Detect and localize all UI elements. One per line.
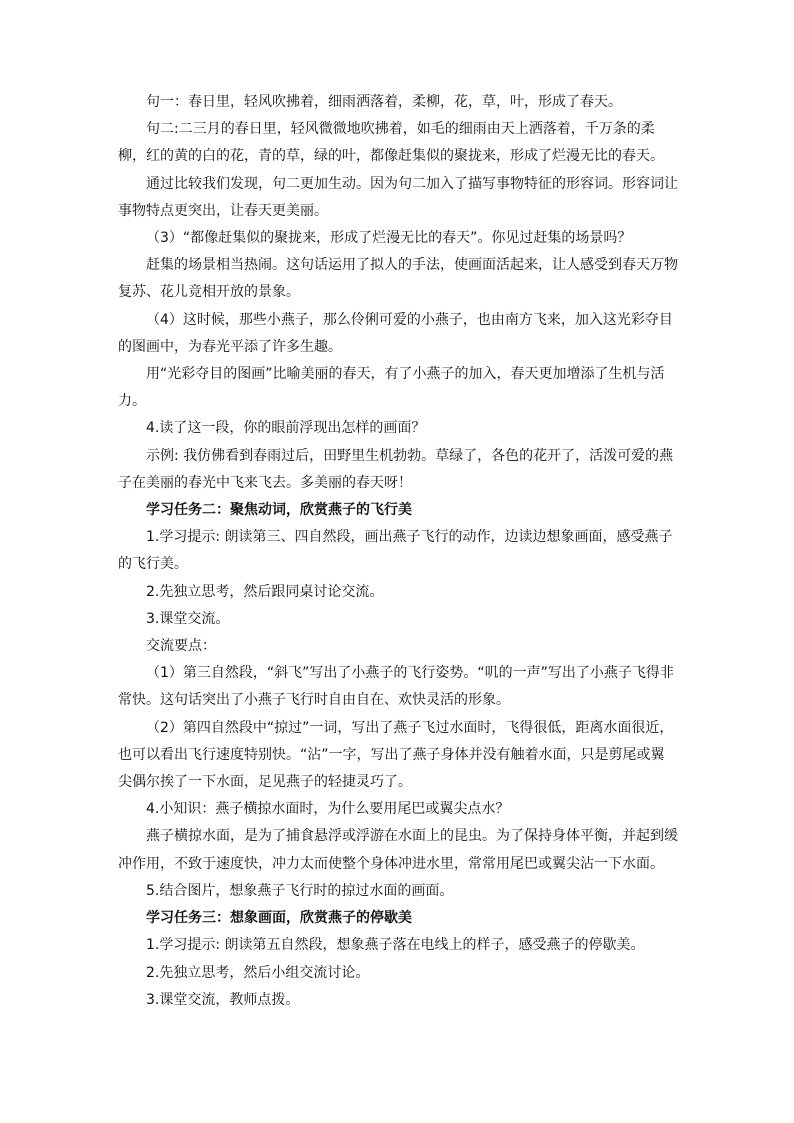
paragraph: 4.小知识：燕子横掠水面时，为什么要用尾巴或翼尖点水？ [146,801,510,818]
paragraph: 示例: 我仿佛看到春雨过后，田野里生机勃勃。草绿了，各色的花开了，活泼可爱的燕子在美丽的春光中飞来飞去。多美丽的春天呀！ [118,447,674,491]
paragraph: （1）第三自然段，“斜飞”写出了小燕子的飞行姿势。“叽的一声”写出了小燕子飞得非常快。这句话突出了小燕子飞行时自由自在、欢快灵活的形象。 [118,665,674,709]
paragraph: （3）“都像赶集似的聚拢来，形成了烂漫无比的春天”。你见过赶集的场景吗？ [146,230,632,247]
paragraph: （4）这时候，那些小燕子，那么伶俐可爱的小燕子，也由南方飞来，加入这光彩夺目的图画中，为春光平添了许多生趣。 [118,311,673,355]
paragraph: （2）第四自然段中“掠过”一词，写出了燕子飞过水面时，飞得很低，距离水面很近，也可以看出飞行速度特别快。“沾”一字，写出了燕子身体并没有触着水面，只是剪尾或翼尖偶尔挨了一下水面，足见燕子的轻捷灵巧了。 [118,719,674,791]
paragraph: 2.先独立思考，然后跟同桌讨论交流。 [146,583,384,600]
paragraph: 1.学习提示: 朗读第三、四自然段，画出燕子飞行的动作，边读边想象画面，感受燕子的飞行美。 [118,529,673,573]
paragraph: 2.先独立思考，然后小组交流讨论。 [146,964,370,981]
paragraph: 交流要点： [146,638,216,655]
paragraph: 燕子横掠水面，是为了捕食悬浮或浮游在水面上的昆虫。为了保持身体平衡，并起到缓冲作用，不致于速度快，冲力太而使整个身体冲进水里，常常用尾巴或翼尖沾一下水面。 [118,828,678,872]
paragraph: 句二:二三月的春日里，轻风微微地吹拂着，如毛的细雨由天上洒落着，千万条的柔柳，红的黄的白的花，青的草，绿的叶，都像赶集似的聚拢来，形成了烂漫无比的春天。 [118,121,664,165]
paragraph: 通过比较我们发现，句二更加生动。因为句二加入了描写事物特征的形容词。形容词让事物特点更突出，让春天更美丽。 [118,175,678,219]
section-heading: 学习任务三：想象画面，欣赏燕子的停歇美 [146,910,412,927]
paragraph: 用“光彩夺目的图画”比喻美丽的春天，有了小燕子的加入，春天更加增添了生机与活力。 [118,366,665,410]
paragraph: 句一：春日里，轻风吹拂着，细雨洒落着，柔柳，花，草，叶，形成了春天。 [146,94,622,110]
paragraph: 5.结合图片，想象燕子飞行时的掠过水面的画面。 [146,882,454,899]
paragraph: 赶集的场景相当热闹。这句话运用了拟人的手法，使画面活起来，让人感受到春天万物复苏、花儿竞相开放的景象。 [118,257,678,301]
paragraph: 3.课堂交流，教师点拨。 [146,991,300,1008]
section-heading: 学习任务二：聚焦动词，欣赏燕子的飞行美 [146,502,412,519]
paragraph: 4.读了这一段，你的眼前浮现出怎样的画面？ [146,420,426,437]
document-page [118,89,678,1014]
paragraph: 1.学习提示: 朗读第五自然段，想象燕子落在电线上的样子，感受燕子的停歇美。 [146,937,645,954]
paragraph: 3.课堂交流。 [146,610,230,627]
